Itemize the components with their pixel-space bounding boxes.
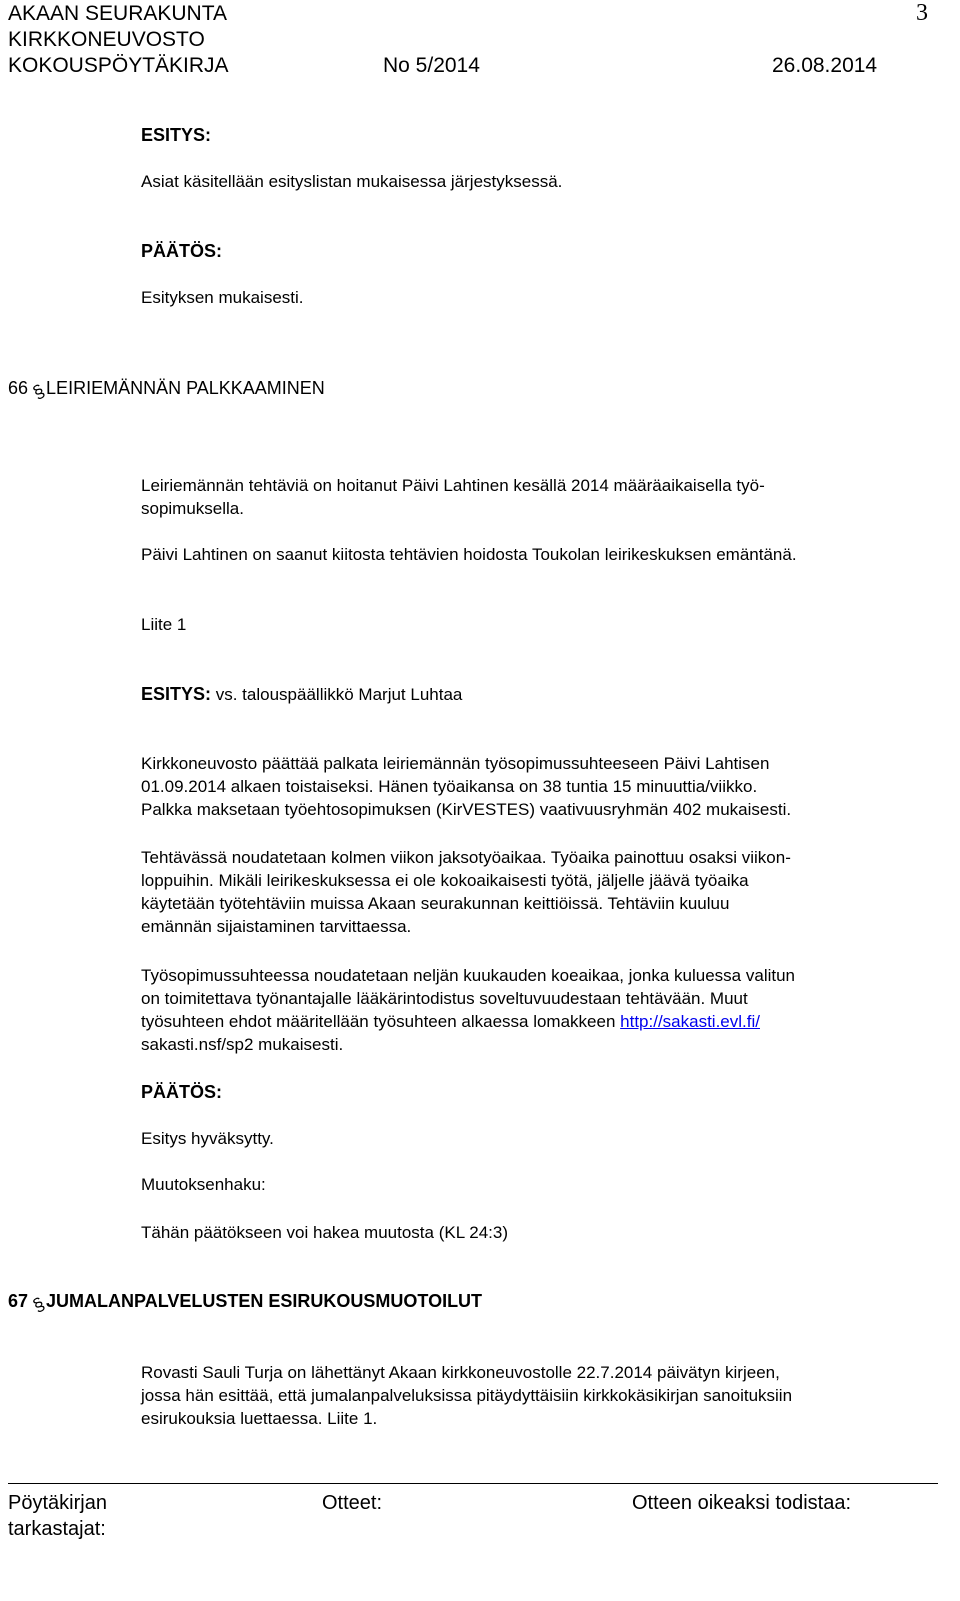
proposer: vs. talouspäällikkö Marjut Luhtaa <box>211 685 463 704</box>
thanks-text: Päivi Lahtinen on saanut kiitosta tehtävien hoidosta Toukolan leirikeskuksen emäntänä. <box>141 545 797 564</box>
section-title: JUMALANPALVELUSTEN ESIRUKOUSMUOTOILUT <box>46 1291 483 1311</box>
text-line: sopimuksella. <box>141 499 244 518</box>
footer-reviewers <box>8 1490 107 1542</box>
section-number: 66 <box>8 378 29 398</box>
section-sign-icon: § <box>29 380 48 403</box>
text-line: Palkka maksetaan työehtosopimuksen (KirVESTES) vaativuusryhmän 402 mukaisesti. <box>141 800 792 819</box>
text-line: Leiriemännän tehtäviä on hoitanut Päivi Lahtinen kesällä 2014 määräaikaisella työ- <box>141 476 765 495</box>
footer-text: Pöytäkirjan <box>8 1492 107 1514</box>
section-sign-icon: § <box>29 1293 48 1316</box>
section-67-heading <box>8 1291 483 1316</box>
contract-paragraph <box>141 964 795 1056</box>
esitys-text: Asiat käsitellään esityslistan mukaisessa järjestyksessä. <box>141 172 563 191</box>
meeting-date: 26.08.2014 <box>772 54 878 77</box>
org-name: AKAAN SEURAKUNTA <box>8 2 227 25</box>
section-number: 67 <box>8 1291 29 1311</box>
text-line: emännän sijaistaminen tarvittaessa. <box>141 917 412 936</box>
esitys-line <box>141 683 462 706</box>
text-line: käytetään työtehtäviin muissa Akaan seurakunnan keittiöissä. Tehtäviin kuuluu <box>141 894 730 913</box>
text-line: Työsopimussuhteessa noudatetaan neljän kuukauden koeaikaa, jonka kuluessa valitun <box>141 966 796 985</box>
paatos-text: Esityksen mukaisesti. <box>141 288 304 307</box>
sakasti-link[interactable]: http://sakasti.evl.fi/ <box>620 1012 760 1031</box>
text-line: jossa hän esittää, että jumalanpalveluksissa pitäydyttäisiin kirkkokäsikirjan sanoituksiin <box>141 1386 793 1405</box>
text-line: 01.09.2014 alkaen toistaiseksi. Hänen työaikansa on 38 tuntia 15 minuuttia/viikko. <box>141 777 758 796</box>
worktime-paragraph <box>141 846 791 938</box>
appeal-label: Muutoksenhaku: <box>141 1175 266 1194</box>
footer-certification: Otteen oikeaksi todistaa: <box>632 1492 852 1514</box>
paatos-text: Esitys hyväksytty. <box>141 1129 274 1148</box>
minutes-number: No 5/2014 <box>383 54 480 77</box>
text-line: on toimitettava työnantajalle lääkärintodistus soveltuvuudestaan tehtävään. Muut <box>141 989 748 1008</box>
decision-paragraph <box>141 752 791 821</box>
footer-extracts: Otteet: <box>322 1492 383 1514</box>
text-line: Kirkkoneuvosto päättää palkata leiriemännän työsopimussuhteeseen Päivi Lahtisen <box>141 754 770 773</box>
text-line: loppuihin. Mikäli leirikeskuksessa ei ole kokoaikaisesti työtä, jäljelle jäävä työaika <box>141 871 749 890</box>
text-segment: työsuhteen ehdot määritellään työsuhteen alkaessa lomakkeen <box>141 1012 621 1031</box>
esitys-label: ESITYS: <box>141 684 212 704</box>
text-line: sakasti.nsf/sp2 mukaisesti. <box>141 1035 344 1054</box>
section-title: LEIRIEMÄNNÄN PALKKAAMINEN <box>46 378 325 398</box>
paatos-label: PÄÄTÖS: <box>141 1082 222 1102</box>
footer-text: tarkastajat: <box>8 1518 106 1540</box>
text-line: Tehtävässä noudatetaan kolmen viikon jaksotyöaikaa. Työaika painottuu osaksi viikon- <box>141 848 791 867</box>
section-67-paragraph <box>141 1361 792 1430</box>
text-line: Rovasti Sauli Turja on lähettänyt Akaan kirkkoneuvostolle 22.7.2014 päivätyn kirjeen, <box>141 1363 780 1382</box>
text-line: esirukouksia luettaessa. Liite 1. <box>141 1409 378 1428</box>
footer-top-rule <box>8 1483 938 1484</box>
paatos-label: PÄÄTÖS: <box>141 241 222 261</box>
section-66-heading <box>8 378 325 403</box>
page-number: 3 <box>916 0 928 26</box>
document-type: KOKOUSPÖYTÄKIRJA <box>8 54 229 77</box>
board-name: KIRKKONEUVOSTO <box>8 28 205 51</box>
esitys-label: ESITYS: <box>141 125 212 145</box>
intro-paragraph <box>141 474 765 520</box>
attachment-ref: Liite 1 <box>141 615 187 634</box>
appeal-text: Tähän päätökseen voi hakea muutosta (KL 24:3) <box>141 1223 508 1242</box>
text-line <box>141 1010 795 1033</box>
